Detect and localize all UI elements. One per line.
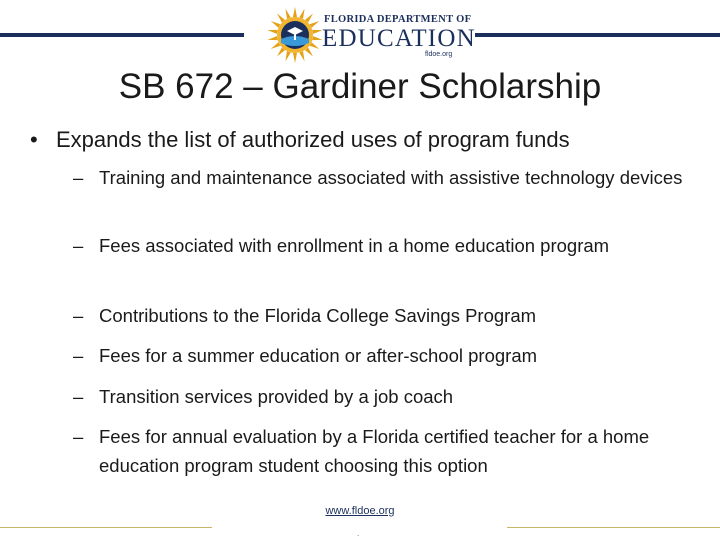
sub-bullet-text: Transition services provided by a job coach [99, 386, 454, 407]
dash-marker: – [73, 345, 84, 366]
header-rule-right [475, 33, 720, 37]
dash-marker: – [73, 167, 84, 188]
slide-title: SB 672 – Gardiner Scholarship [118, 67, 602, 106]
fldoe-logo [266, 6, 476, 64]
sub-bullet [73, 422, 693, 480]
header-rule-left [0, 33, 244, 37]
sun-graduate-icon [266, 6, 324, 64]
logo-text-education: EDUCATION [322, 25, 476, 52]
sub-bullet [73, 382, 693, 411]
footer-rule-left [0, 527, 212, 528]
footer-website-link[interactable]: www.fldoe.org [325, 505, 395, 517]
logo-text-url: fldoe.org [425, 51, 453, 58]
footer-dot: . [357, 529, 360, 538]
sub-bullet-text: Training and maintenance associated with assistive technology devices [99, 167, 683, 188]
sub-bullet [73, 341, 693, 370]
sub-bullet-text: Contributions to the Florida College Savings Program [99, 305, 537, 326]
main-bullet-text: Expands the list of authorized uses of program funds [56, 127, 570, 152]
footer-rule-right [507, 527, 720, 528]
dash-marker: – [73, 426, 84, 447]
dash-marker: – [73, 235, 84, 256]
sub-bullet-text: Fees for a summer education or after-school program [99, 345, 538, 366]
sub-bullet [73, 163, 693, 192]
sub-bullet [73, 231, 693, 260]
sub-bullet-text: Fees for annual evaluation by a Florida certified teacher for a home education program student choosing this option [99, 426, 650, 476]
logo-text-department: FLORIDA DEPARTMENT OF [324, 14, 472, 25]
main-bullet [30, 125, 710, 155]
dash-marker: – [73, 305, 84, 326]
sub-bullet [73, 301, 693, 330]
bullet-marker: • [30, 127, 38, 152]
dash-marker: – [73, 386, 84, 407]
sub-bullet-text: Fees associated with enrollment in a home education program [99, 235, 610, 256]
